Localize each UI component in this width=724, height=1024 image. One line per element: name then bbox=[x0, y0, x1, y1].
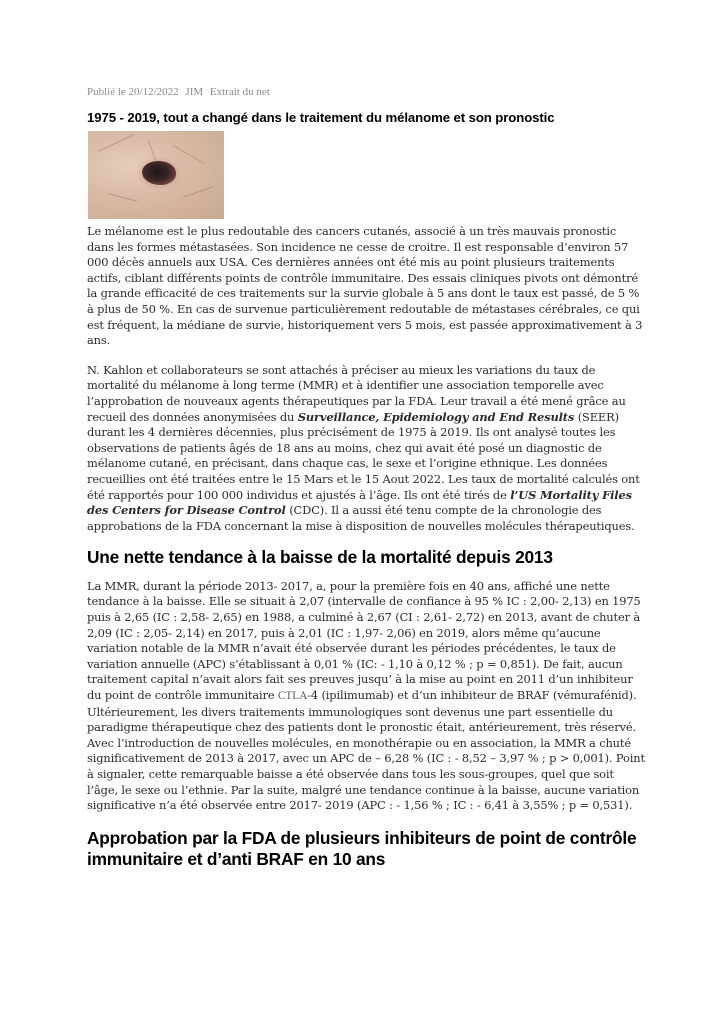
article-title: 1975 - 2019, tout a changé dans le traitement du mélanome et son pronostic bbox=[87, 110, 555, 125]
ctla-text: CTLA- bbox=[277, 690, 311, 703]
seer-name: Surveillance, Epidemiology and End Results bbox=[297, 409, 575, 424]
article bbox=[87, 86, 645, 881]
lesion-image bbox=[142, 161, 176, 185]
publication-date: Publié le 20/12/2022 bbox=[87, 86, 179, 98]
paragraph-intro: Le mélanome est le plus redoutable des cancers cutanés, associé à un très mauvais pronostic dans les formes métastasées. Son incidence ne cesse de croitre. Il est responsable d’environ 57 000 décès annuels aux USA. Ces dernières années ont été mis au point plusieurs traitements actifs, ciblant différents points de contrôle immunitaire. Des essais cliniques pivots ont démontré la grande efficacité de ces traitements sur la survie globale à 5 ans dont le taux est passé, de 5 % à plus de 50 %. En cas de survenue particulièrement redoutable de métastases cérébrales, ce qui est fréquent, la médiane de survie, historiquement vers 5 mois, est passée approximativement à 3 ans. bbox=[87, 224, 643, 348]
publication-source: JIM bbox=[185, 86, 204, 98]
cdc-name: l’US Mortality Files des Centers for Disease Control bbox=[87, 487, 632, 518]
paragraph-mortality: La MMR, durant la période 2013- 2017, a, pour la première fois en 40 ans, affiché une nette tendance à la baisse. Elle se situait à 2,07 (intervalle de confiance à 95 % IC : 2,00- 2,13) en 1975 puis à 2,65 (IC : 2,58- 2,65) en 1988, a culminé à 2,67 (CI : 2,61- 2,72) en 2013, avant de chuter à 2,09 (IC : 2,05- 2,14) en 2017, puis à 2,01 (IC : 1,97- 2,06) en 2019, alors même qu’aucune variation notable de la MMR n’avait été observée durant les périodes précédentes, le taux de variation annuelle (APC) s’établissant à 0,01 % (IC: - 1,10 à 0,12 % ; p = 0,851). De fait, aucun traitement capital n’avait alors fait ses preuves jusqu’ à la mise au point en 2011 d’un inhibiteur du point de contrôle immunitaire CTLA-4 (ipilimumab) et d’un inhibiteur de BRAF (vémurafénid). Ultérieurement, les divers traitements immunologiques sont devenus une part essentielle du paradigme thérapeutique chez des patients dont le pronostic était, antérieurement, très réservé. Avec l’introduction de nouvelles molécules, en monothérapie ou en association, la MMR a chuté significativement de 2013 à 2017, avec un APC de – 6,28 % (IC : - 8,52 – 3,97 % ; p > 0,001). Point à signaler, cette remarquable baisse a été observée dans tous les sous-groupes, quel que soit l’âge, le sexe ou l’ethnie. Par la suite, malgré une tendance continue à la baisse, aucune variation significative n’a été observée entre 2017- 2019 (APC : - 1,56 % ; IC : - 6,41 à 3,55% ; p = 0,531). bbox=[87, 578, 645, 813]
publication-extract: Extrait du net bbox=[209, 86, 270, 98]
paragraph-methods: N. Kahlon et collaborateurs se sont attachés à préciser au mieux les variations du taux de mortalité du mélanome à long terme (MMR) et à identifier une association temporelle avec l’approbation de nouveaux agents thérapeutiques par la FDA. Leur travail a été mené grâce au recueil des données anonymisées du Surveillance, Epidemiology and End Results (SEER) durant les 4 dernières décennies, plus précisément de 1975 à 2019. Ils ont analysé toutes les observations de patients âgés de 18 ans au moins, chez qui avait été posé un diagnostic de mélanome cutané, en précisant, dans chaque cas, le sexe et l’origine ethnique. Les données recueillies ont été traitées entre le 15 Mars et le 15 Aout 2022. Les taux de mortalité calculés ont été rapportés pour 100 000 individus et ajustés à l’âge. Ils ont été tirés de l’US Mortality Files des Centers for Disease Control (CDC). Il a aussi été tenu compte de la chronologie des approbations de la FDA concernant la mise à disposition de nouvelles molécules thérapeutiques. bbox=[87, 362, 640, 533]
section-heading-mortality: Une nette tendance à la baisse de la mortalité depuis 2013 bbox=[87, 547, 553, 568]
melanoma-photo bbox=[88, 131, 224, 219]
section-heading-fda: Approbation par la FDA de plusieurs inhibiteurs de point de contrôle immunitaire et d’anti BRAF en 10 ans bbox=[87, 827, 637, 870]
publication-meta bbox=[87, 86, 645, 98]
